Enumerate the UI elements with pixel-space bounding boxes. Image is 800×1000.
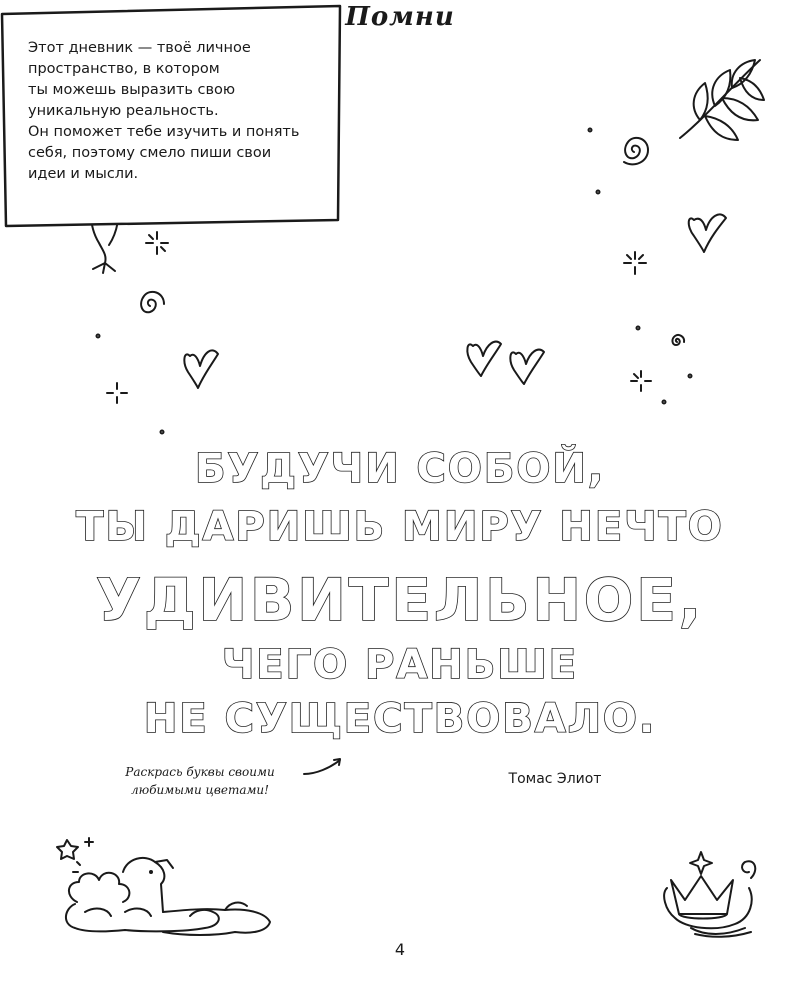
page-number: 4 bbox=[394, 940, 406, 959]
note-line: Этот дневник — твоё личное bbox=[28, 40, 251, 56]
note-line: пространство, в котором bbox=[28, 61, 220, 77]
note-line: себя, поэтому смело пиши свои bbox=[28, 145, 272, 161]
quote-line-4: ЧЕГО РАНЬШЕ bbox=[221, 642, 579, 688]
quote-author: Томас Элиот bbox=[508, 771, 602, 787]
note-line: Он поможет тебе изучить и понять bbox=[28, 124, 300, 140]
note-card bbox=[0, 0, 455, 228]
arrow-icon bbox=[302, 756, 346, 778]
note-body bbox=[28, 38, 328, 185]
coloring-hint bbox=[100, 763, 300, 799]
note-line: уникальную реальность. bbox=[28, 103, 219, 119]
llama-illustration bbox=[55, 832, 285, 944]
quote-line-5: НЕ СУЩЕСТВОВАЛО. bbox=[143, 696, 657, 742]
note-line: ты можешь выразить свою bbox=[28, 82, 236, 98]
note-line: идеи и мысли. bbox=[28, 166, 139, 182]
hint-line: Раскрась буквы своими bbox=[125, 765, 275, 779]
hint-line: любимыми цветами! bbox=[131, 783, 269, 797]
quote-line-2: ТЫ ДАРИШЬ МИРУ НЕЧТО bbox=[76, 504, 724, 550]
note-title: Помни bbox=[345, 2, 455, 32]
quote-line-1: БУДУЧИ СОБОЙ, bbox=[194, 446, 606, 492]
crown-illustration bbox=[655, 848, 765, 938]
quote-line-3: УДИВИТЕЛЬНОЕ, bbox=[96, 566, 704, 634]
